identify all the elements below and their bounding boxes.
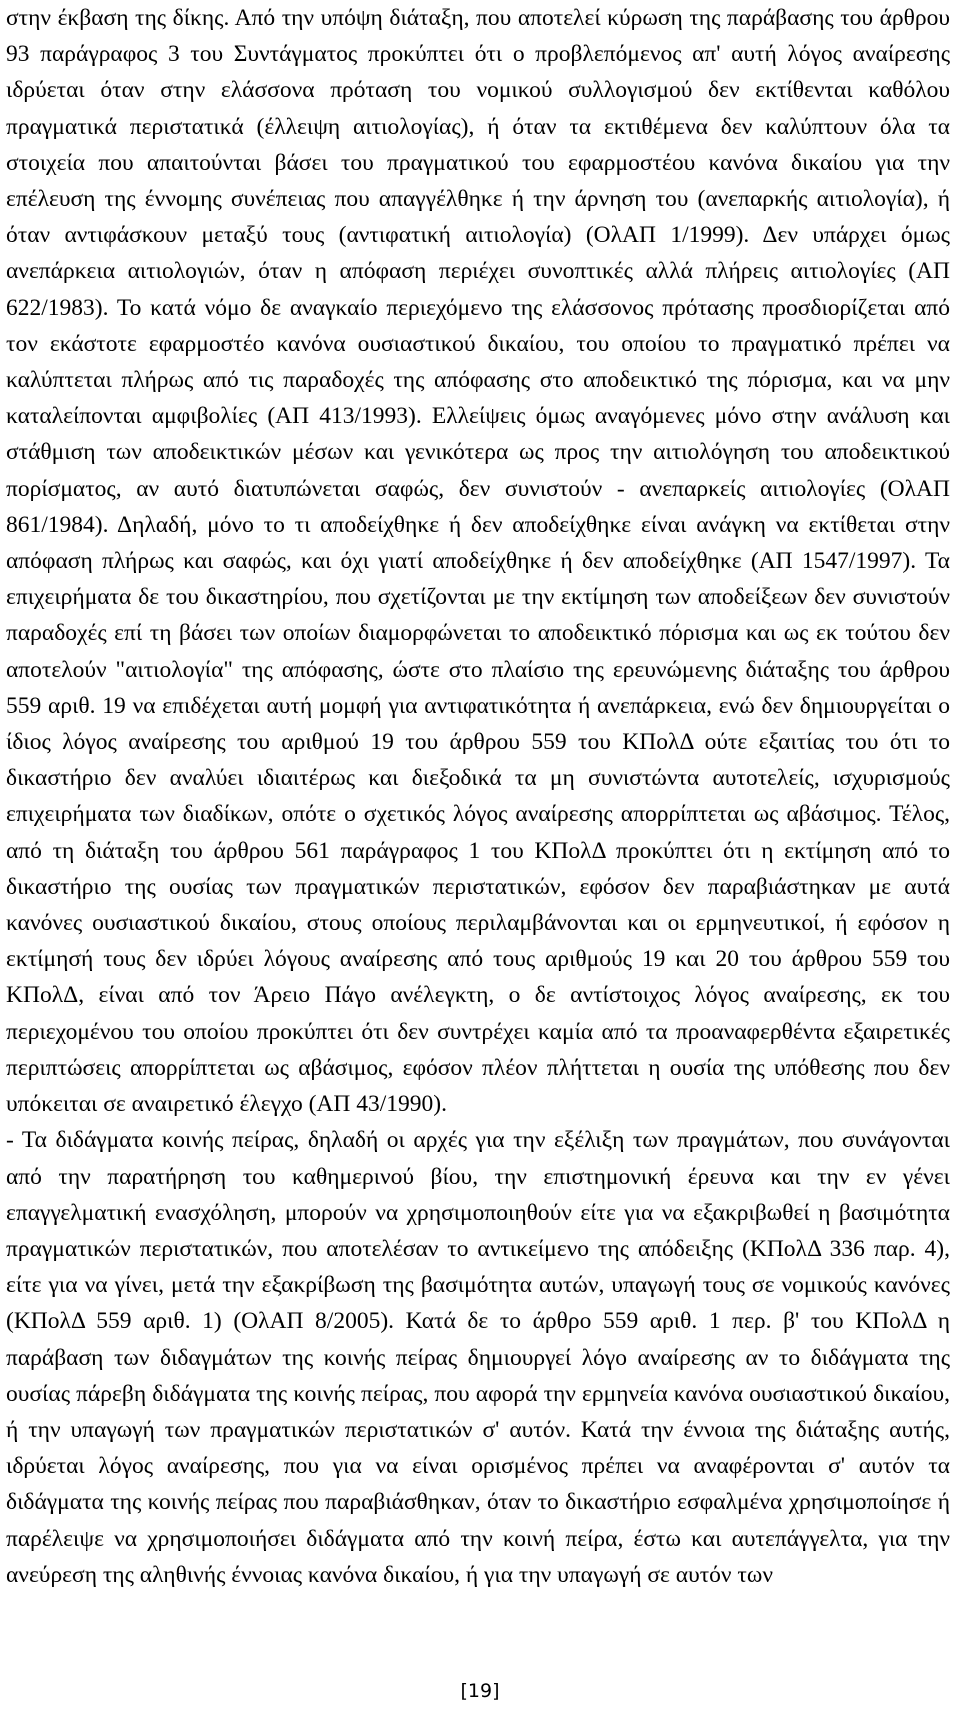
page-number: [19] <box>460 1680 500 1702</box>
paragraph-2: - Τα διδάγματα κοινής πείρας, δηλαδή οι αρχές για την εξέλιξη των πραγμάτων, που συνάγονται από την παρατήρηση του καθημερινού βίου, την επιστημονική έρευνα και την εν γένει επαγγελματική ενασχόληση, μπορούν να χρησιμοποιηθούν είτε για να εξακριβωθεί η βασιμότητα πραγματικών περιστατικών, που αποτελέσαν το αντικείμενο της απόδειξης (ΚΠολΔ 336 παρ. 4), είτε για να γίνει, μετά την εξακρίβωση της βασιμότητα αυτών, υπαγωγή τους σε νομικούς κανόνες (ΚΠολΔ 559 αριθ. 1) (ΟλΑΠ 8/2005). Κατά δε το άρθρο 559 αριθ. 1 περ. β' του ΚΠολΔ η παράβαση των διδαγμάτων της κοινής πείρας δημιουργεί λόγο αναίρεσης αν το διδάγματα της ουσίας πάρεβη διδάγματα της κοινής πείρας, που αφορά την ερμηνεία κανόνα ουσιαστικού δικαίου, ή την υπαγωγή των πραγματικών περιστατικών σ' αυτόν. Κατά την έννοια της διάταξης αυτής, ιδρύεται λόγος αναίρεσης, που για να είναι ορισμένος πρέπει να αναφέρονται σ' αυτόν τα διδάγματα της κοινής πείρας που παραβιάσθηκαν, όταν το δικαστήριο εσφαλμένα χρησιμοποίησε ή παρέλειψε να χρησιμοποιήσει διδάγματα από την κοινή πείρα, έστω και αυτεπάγγελτα, για την ανεύρεση της αληθινής έννοιας κανόνα δικαίου, ή για την υπαγωγή σε αυτόν των <box>6 1127 950 1588</box>
document-page <box>6 0 950 1593</box>
paragraph-1: στην έκβαση της δίκης. Από την υπόψη διάταξη, που αποτελεί κύρωση της παράβασης του άρθρου 93 παράγραφος 3 του Συντάγματος προκύπτει ότι ο προβλεπόμενος απ' αυτή λόγος αναίρεσης ιδρύεται όταν στην ελάσσονα πρόταση του νομικού συλλογισμού δεν εκτίθενται καθόλου πραγματικά περιστατικά (έλλειψη αιτιολογίας), ή όταν τα εκτιθέμενα δεν καλύπτουν όλα τα στοιχεία που απαιτούνται βάσει του πραγματικού του εφαρμοστέου κανόνα δικαίου για την επέλευση της έννομης συνέπειας που απαγγέλθηκε ή την άρνηση του (ανεπαρκής αιτιολογία), ή όταν αντιφάσκουν μεταξύ τους (αντιφατική αιτιολογία) (ΟλΑΠ 1/1999). Δεν υπάρχει όμως ανεπάρκεια αιτιολογιών, όταν η απόφαση περιέχει συνοπτικές αλλά πλήρεις αιτιολογίες (ΑΠ 622/1983). Το κατά νόμο δε αναγκαίο περιεχόμενο της ελάσσονος πρότασης προσδιορίζεται από τον εκάστοτε εφαρμοστέο κανόνα ουσιαστικού δικαίου, του οποίου το πραγματικό πρέπει να καλύπτεται πλήρως από τις παραδοχές της απόφασης στο αποδεικτικό της πόρισμα, και να μην καταλείπονται αμφιβολίες (ΑΠ 413/1993). Ελλείψεις όμως αναγόμενες μόνο στην ανάλυση και στάθμιση των αποδεικτικών μέσων και γενικότερα ως προς την αιτιολόγηση του αποδεικτικού πορίσματος, αν αυτό διατυπώνεται σαφώς, δεν συνιστούν - ανεπαρκείς αιτιολογίες (ΟλΑΠ 861/1984). Δηλαδή, μόνο το τι αποδείχθηκε ή δεν αποδείχθηκε είναι ανάγκη να εκτίθεται στην απόφαση πλήρως και σαφώς, και όχι γιατί αποδείχθηκε ή δεν αποδείχθηκε (ΑΠ 1547/1997). Τα επιχειρήματα δε του δικαστηρίου, που σχετίζονται με την εκτίμηση των αποδείξεων δεν συνιστούν παραδοχές επί τη βάσει των οποίων διαμορφώνεται το αποδεικτικό πόρισμα και ως εκ τούτου δεν αποτελούν "αιτιολογία" της απόφασης, ώστε στο πλαίσιο της ερευνώμενης διάταξης του άρθρου 559 αριθ. 19 να επιδέχεται αυτή μομφή για αντιφατικότητα ή ανεπάρκεια, ενώ δεν δημιουργείται ο ίδιος λόγος αναίρεσης του αριθμού 19 του άρθρου 559 του ΚΠολΔ ούτε εξαιτίας του ότι το δικαστήριο δεν αναλύει ιδιαιτέρως και διεξοδικά τα μη συνιστώντα αυτοτελείς, ισχυρισμούς επιχειρήματα των διαδίκων, οπότε ο σχετικός λόγος αναίρεσης απορρίπτεται ως αβάσιμος. Τέλος, από τη διάταξη του άρθρου 561 παράγραφος 1 του ΚΠολΔ προκύπτει ότι η εκτίμηση από το δικαστήριο της ουσίας των πραγματικών περιστατικών, εφόσον δεν παραβιάστηκαν με αυτά κανόνες ουσιαστικού δικαίου, στους οποίους περιλαμβάνονται και οι ερμηνευτικοί, ή εφόσον η εκτίμησή τους δεν ιδρύει λόγους αναίρεσης από τους αριθμούς 19 και 20 του άρθρου 559 του ΚΠολΔ, είναι από τον Άρειο Πάγο ανέλεγκτη, ο δε αντίστοιχος λόγος αναίρεσης, εκ του περιεχομένου του οποίου προκύπτει ότι δεν συντρέχει καμία από τα προαναφερθέντα εξαιρετικές περιπτώσεις απορρίπτεται ως αβάσιμος, εφόσον πλέον πλήττεται η ουσία της υπόθεσης που δεν υπόκειται σε αναιρετικό έλεγχο (ΑΠ 43/1990). <box>6 5 950 1118</box>
